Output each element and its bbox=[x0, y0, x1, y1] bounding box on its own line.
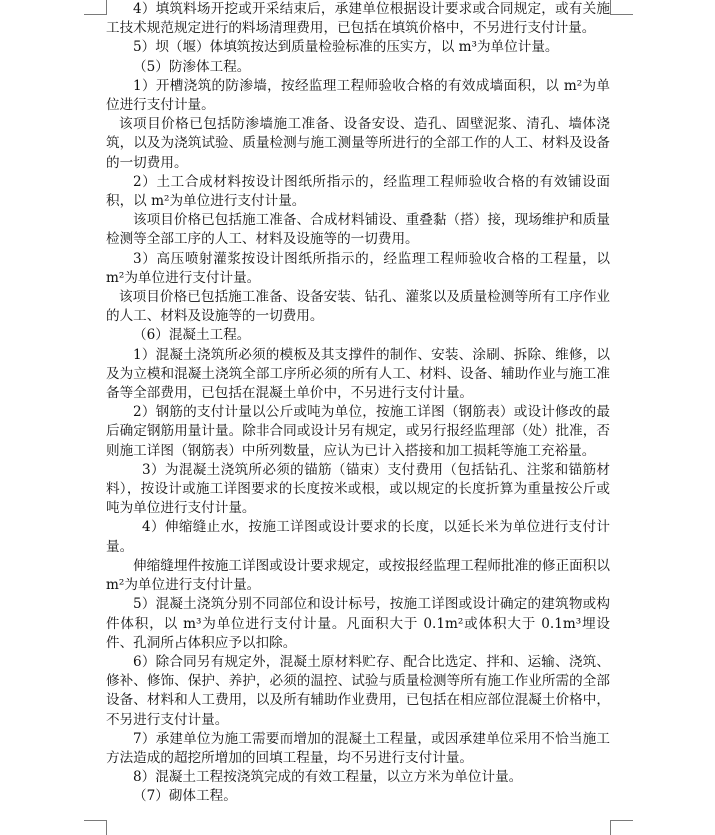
paragraph-concrete-volume: 5）混凝土浇筑分别不同部位和设计标号，按施工详图或设计确定的建筑物或构件体积，以 m³为单位进行支付计量。凡面积大于 0.1m²或体积大于 0.1m³埋设件、孔洞所占体积应予以扣除。 bbox=[106, 596, 610, 651]
paragraph-dam-fill-measure: 5）坝（堰）体填筑按达到质量检验标准的压实方，以 m³为单位计量。 bbox=[133, 39, 559, 56]
paragraph-jet-grouting: 3）高压喷射灌浆按设计图纸所指示的，经监理工程师验收合格的工程量，以 m²为单位进行支付计量。 bbox=[106, 250, 610, 286]
paragraph-waterstop: 4）伸缩缝止水，按施工详图或设计要求的长度，以延长米为单位进行支付计量。 bbox=[106, 519, 610, 555]
paragraph-formwork: 1）混凝土浇筑所必须的模板及其支撑件的制作、安装、涂刷、拆除、维修，以及为立模和混凝土浇筑全部工序所必须的所有人工、材料、设备、辅助作业与施工准备等全部费用，已包括在混凝土单价中，不另进行支付计量。 bbox=[106, 346, 610, 402]
paragraph-cutoff-wall-price: 该项目价格已包括防渗墙施工准备、设备安设、造孔、固壁泥浆、清孔、墙体浇筑，以及为浇筑试验、质量检测与施工测量等所进行的全部工作的人工、材料及设备的一切费用。 bbox=[106, 116, 610, 171]
section-heading-concrete: （6）混凝土工程。 bbox=[133, 327, 251, 344]
document-body bbox=[106, 0, 610, 807]
paragraph-rebar: 2）钢筋的支付计量以公斤或吨为单位，按施工详图（钢筋表）或设计修改的最后确定钢筋用量计量。除非合同或设计另有规定，或另行报经监理部（处）批准，否则施工详图（钢筋表）中所列数量，应认为已计入搭接和加工损耗等施工充裕量。 bbox=[106, 404, 610, 459]
paragraph-anchor-bars: 3）为混凝土浇筑所必须的锚筋（锚束）支付费用（包括钻孔、注浆和锚筋材料），按设计或施工详图要求的长度按米或根，或以规定的长度折算为重量按公斤或吨为单位进行支付计量。 bbox=[106, 461, 610, 517]
paragraph-extra-quantities: 7）承建单位为施工需要而增加的混凝土工程量，或因承建单位采用不恰当施工方法造成的超挖所增加的回填工程量，均不另进行支付计量。 bbox=[106, 730, 610, 766]
section-heading-masonry: （7）砌体工程。 bbox=[133, 788, 237, 805]
crop-mark-top-left bbox=[84, 0, 107, 15]
paragraph-geosynthetics: 2）土工合成材料按设计图纸所指示的，经监理工程师验收合格的有效铺设面积，以 m²为单位进行支付计量。 bbox=[106, 173, 610, 210]
paragraph-geosynthetics-price: 该项目价格已包括施工准备、合成材料铺设、重叠黏（搭）接，现场维护和质量检测等全部工序的人工、材料及设施等的一切费用。 bbox=[106, 212, 610, 248]
paragraph-cutoff-wall: 1）开槽浇筑的防渗墙，按经监理工程师验收合格的有效成墙面积，以 m²为单位进行支付计量。 bbox=[106, 77, 610, 114]
crop-mark-bottom-right bbox=[610, 820, 633, 835]
crop-mark-top-right bbox=[610, 0, 633, 15]
crop-mark-bottom-left bbox=[84, 820, 107, 835]
paragraph-jet-grouting-price: 该项目价格已包括施工准备、设备安装、钻孔、灌浆以及质量检测等所有工序作业的人工、材料及设施等的一切费用。 bbox=[106, 289, 610, 325]
paragraph-concrete-costs: 6）除合同另有规定外，混凝土原材料贮存、配合比选定、拌和、运输、浇筑、修补、修饰、保护、养护，必须的温控、试验与质量检测等所有施工作业所需的全部设备、材料和人工费用，以及所有辅助作业费用，已包括在相应部位混凝土价格中，不另进行支付计量。 bbox=[106, 653, 610, 728]
paragraph-concrete-measure: 8）混凝土工程按浇筑完成的有效工程量，以立方米为单位计量。 bbox=[133, 769, 523, 786]
paragraph-fill-quarry-cleanup: 4）填筑料场开挖或开采结束后，承建单位根据设计要求或合同规定，或有关施工技术规范规定进行的料场清理费用，已包括在填筑价格中，不另进行支付计量。 bbox=[106, 1, 610, 37]
section-heading-seepage: （5）防渗体工程。 bbox=[133, 58, 251, 75]
paragraph-joint-embedments: 伸缩缝埋件按施工详图或设计要求规定，或按报经监理工程师批准的修正面积以 m²为单位进行支付计量。 bbox=[106, 557, 610, 594]
